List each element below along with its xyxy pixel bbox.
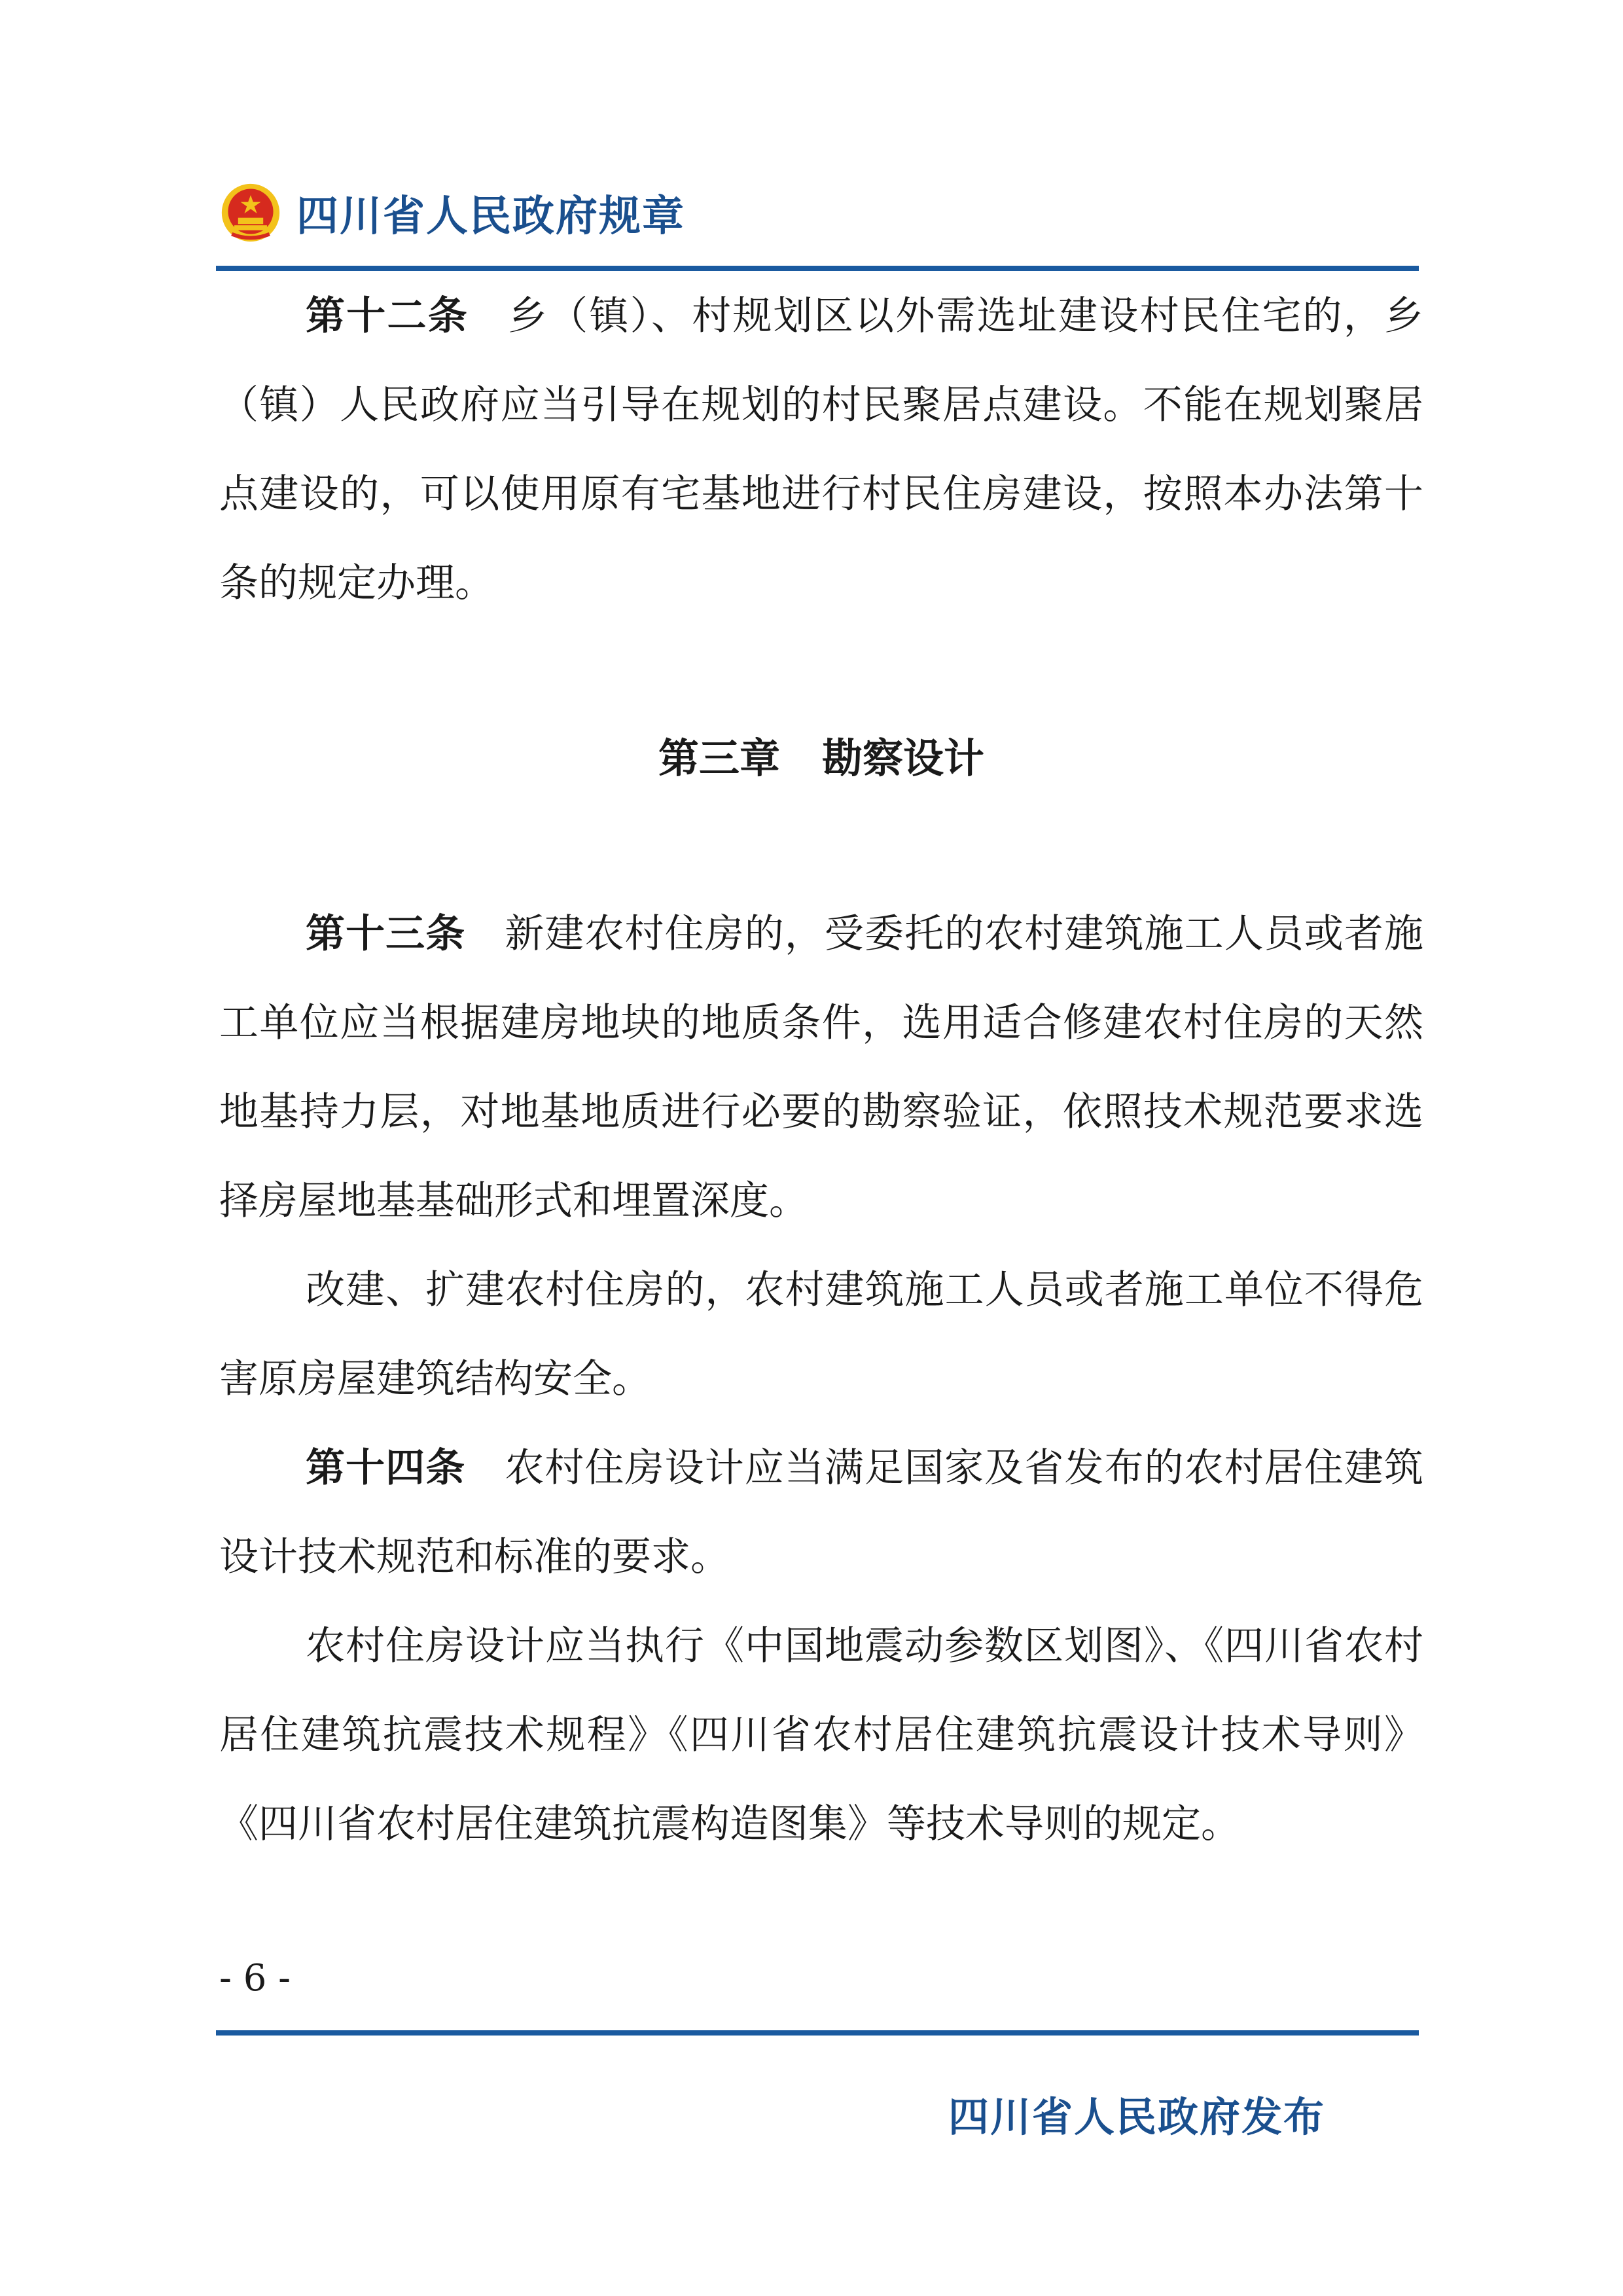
article-14-paragraph: [219, 1424, 1423, 1602]
header-title: 四川省人民政府规章: [296, 192, 685, 241]
chapter-number: 第三章: [658, 734, 780, 782]
article-number: 第十二条: [306, 293, 469, 339]
article-13-paragraph: [219, 889, 1423, 1246]
article-text: 乡（镇）、村规划区以外需选址建设村民住宅的，乡（镇）人民政府应当引导在规划的村民聚居点建设。不能在规划聚居点建设的，可以使用原有宅基地进行村民住房建设，按照本办法第十条的规定办理。: [219, 293, 1424, 606]
chapter-heading: [219, 714, 1423, 803]
page-header: [219, 177, 685, 249]
article-text: 农村住房设计应当满足国家及省发布的农村居住建筑设计技术规范和标准的要求。: [219, 1445, 1424, 1580]
article-number: 第十三条: [306, 911, 466, 957]
chapter-name: 勘察设计: [822, 734, 985, 782]
paragraph-text: 改建、扩建农村住房的，农村建筑施工人员或者施工单位不得危害原房屋建筑结构安全。: [219, 1267, 1423, 1402]
paragraph-text: 农村住房设计应当执行《中国地震动参数区划图》、《四川省农村居住建筑抗震技术规程》《四川省农村居住建筑抗震设计技术导则》《四川省农村居住建筑抗震构造图集》等技术导则的规定。: [219, 1623, 1423, 1847]
article-text: 新建农村住房的，受委托的农村建筑施工人员或者施工单位应当根据建房地块的地质条件，选用适合修建农村住房的天然地基持力层，对地基地质进行必要的勘察验证，依照技术规范要求选择房屋地基基础形式和埋置深度。: [219, 911, 1424, 1224]
national-emblem-icon: [219, 181, 282, 244]
article-number: 第十四条: [306, 1445, 466, 1491]
article-12-paragraph: [219, 272, 1423, 628]
article-14-paragraph-2: [219, 1602, 1423, 1869]
header-divider: [216, 266, 1419, 271]
footer-divider: [216, 2030, 1419, 2036]
footer-publisher: 四川省人民政府发布: [948, 2093, 1325, 2141]
page-number: - 6 -: [219, 1957, 291, 2000]
document-body: [219, 272, 1423, 1869]
article-13-paragraph-2: [219, 1246, 1423, 1424]
